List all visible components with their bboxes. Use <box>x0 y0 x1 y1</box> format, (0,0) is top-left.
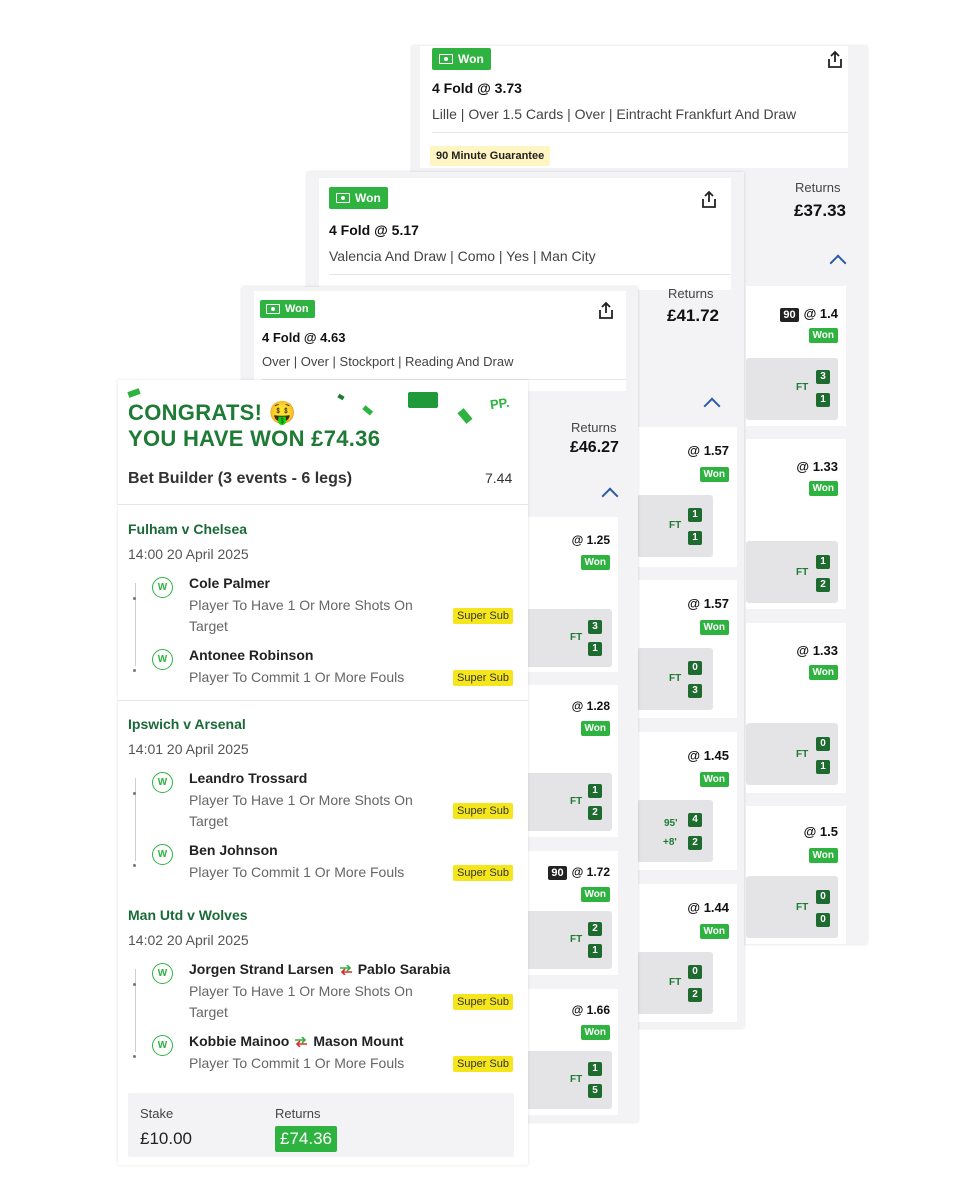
total-odds: 7.44 <box>485 470 513 486</box>
home-score: 0 <box>688 965 702 979</box>
away-score: 5 <box>588 1084 602 1098</box>
cash-icon <box>439 54 453 64</box>
stake-value: £10.00 <box>140 1129 192 1148</box>
added-time-label: +8' <box>663 837 677 848</box>
returns-label: Returns <box>571 420 617 435</box>
leg-won-badge: Won <box>581 721 610 736</box>
won-result-icon: W <box>152 577 173 598</box>
stake-label: Stake <box>140 1106 174 1121</box>
ft-label: FT <box>796 382 809 393</box>
player-substitution <box>189 961 450 977</box>
leg-won-badge: Won <box>581 887 610 902</box>
event-time: 14:02 20 April 2025 <box>128 932 249 948</box>
won-result-icon: W <box>152 1035 173 1056</box>
leg-odds: @ 1.28 <box>571 699 610 713</box>
won-label: Won <box>458 52 484 66</box>
home-score: 0 <box>816 737 830 751</box>
bet-title: 4 Fold @ 5.17 <box>329 222 419 238</box>
ft-label: FT <box>570 1074 583 1085</box>
market-name: Player To Have 1 Or More Shots On Target <box>189 792 413 829</box>
away-score: 1 <box>688 531 702 545</box>
bet-legs-summary: Lille | Over 1.5 Cards | Over | Eintracht Frankfurt And Draw <box>432 106 797 122</box>
stoppage-time-label: 95' <box>664 818 678 829</box>
score-box <box>746 876 838 938</box>
event-time: 14:00 20 April 2025 <box>128 546 249 562</box>
leg-won-badge: Won <box>700 924 729 939</box>
substitution-icon <box>339 965 353 975</box>
leg-odds: @ 1.45 <box>687 748 729 763</box>
leg-tile <box>522 517 618 672</box>
score-box <box>637 952 713 1014</box>
leg-odds: @ 1.66 <box>571 1003 610 1017</box>
player-substitution <box>189 1033 404 1049</box>
away-score: 3 <box>688 684 702 698</box>
bet-legs-summary: Over | Over | Stockport | Reading And Draw <box>262 354 514 369</box>
super-sub-badge: Super Sub <box>453 608 513 624</box>
returns-value: £37.33 <box>794 201 846 220</box>
event-title[interactable]: Ipswich v Arsenal <box>128 716 246 732</box>
leg-won-badge: Won <box>700 772 729 787</box>
home-score: 1 <box>816 555 830 569</box>
away-score: 2 <box>688 988 702 1002</box>
leg-tile <box>637 427 737 567</box>
event-title[interactable]: Man Utd v Wolves <box>128 907 248 923</box>
ft-label: FT <box>796 902 809 913</box>
ft-label: FT <box>570 796 583 807</box>
leg-odds: @ 1.44 <box>687 900 729 915</box>
market-name: Player To Commit 1 Or More Fouls <box>189 864 405 880</box>
substitution-icon <box>294 1037 308 1047</box>
returns-value: £41.72 <box>667 306 719 325</box>
leg-tile <box>746 806 846 944</box>
market-name: Player To Have 1 Or More Shots On Target <box>189 597 413 634</box>
chevron-up-icon[interactable] <box>602 488 619 505</box>
returns-label: Returns <box>795 180 841 195</box>
share-icon[interactable] <box>596 301 616 321</box>
leg-odds: @ 1.33 <box>796 643 838 658</box>
ft-label: FT <box>796 749 809 760</box>
leg-odds: @ 1.4 <box>803 306 838 321</box>
leg-odds-row <box>548 865 610 880</box>
share-icon[interactable] <box>825 50 845 70</box>
cash-icon <box>336 193 350 203</box>
leg-odds: @ 1.5 <box>803 824 838 839</box>
score-box <box>746 358 838 420</box>
player-name: Ben Johnson <box>189 842 278 858</box>
share-icon[interactable] <box>699 190 719 210</box>
super-sub-badge: Super Sub <box>453 1056 513 1072</box>
bet-builder-card <box>118 380 528 1165</box>
leg-won-badge: Won <box>700 620 729 635</box>
leg-tile <box>637 580 737 718</box>
ft-label: FT <box>570 632 583 643</box>
super-sub-badge: Super Sub <box>453 994 513 1010</box>
market-name: Player To Have 1 Or More Shots On Target <box>189 983 413 1020</box>
won-badge <box>329 187 388 209</box>
market-name: Player To Commit 1 Or More Fouls <box>189 669 405 685</box>
score-box <box>637 648 713 710</box>
ft-label: FT <box>570 934 583 945</box>
returns-label: Returns <box>275 1106 321 1121</box>
returns-value: £74.36 <box>275 1126 337 1152</box>
returns-value: £46.27 <box>570 439 619 456</box>
player-name: Cole Palmer <box>189 575 270 591</box>
guarantee-badge: 90 Minute Guarantee <box>430 146 550 166</box>
score-box <box>746 723 838 785</box>
won-result-icon: W <box>152 772 173 793</box>
player-name: Leandro Trossard <box>189 770 308 786</box>
leg-won-badge: Won <box>809 665 838 680</box>
bet-type: Bet Builder (3 events - 6 legs) <box>128 470 353 487</box>
away-score: 1 <box>588 642 602 656</box>
leg-tile <box>746 439 846 609</box>
won-result-icon: W <box>152 649 173 670</box>
congrats-line-2: YOU HAVE WON £74.36 <box>128 426 381 451</box>
leg-tile <box>522 685 618 837</box>
sub-player-name: Mason Mount <box>313 1033 404 1049</box>
event-time: 14:01 20 April 2025 <box>128 741 249 757</box>
leg-won-badge: Won <box>809 848 838 863</box>
home-score: 1 <box>688 508 702 522</box>
pp-logo: PP. <box>489 394 511 413</box>
ninety-badge: 90 <box>548 866 566 880</box>
leg-odds: @ 1.57 <box>687 443 729 458</box>
home-score: 2 <box>588 922 602 936</box>
home-score: 0 <box>816 890 830 904</box>
leg-odds: @ 1.25 <box>571 533 610 547</box>
away-score: 1 <box>588 944 602 958</box>
won-result-icon: W <box>152 963 173 984</box>
leg-won-badge: Won <box>581 1025 610 1040</box>
player-name: Jorgen Strand Larsen <box>189 961 334 977</box>
ft-label: FT <box>669 673 682 684</box>
super-sub-badge: Super Sub <box>453 670 513 686</box>
leg-tile <box>746 623 846 793</box>
chevron-up-icon[interactable] <box>830 255 847 272</box>
event-title[interactable]: Fulham v Chelsea <box>128 521 248 537</box>
leg-won-badge: Won <box>809 328 838 343</box>
super-sub-badge: Super Sub <box>453 865 513 881</box>
score-box <box>522 911 612 969</box>
won-result-icon: W <box>152 844 173 865</box>
home-score: 1 <box>588 1062 602 1076</box>
stake-returns-panel <box>128 1093 514 1157</box>
home-score: 1 <box>588 784 602 798</box>
away-score: 1 <box>816 393 830 407</box>
leg-odds: @ 1.72 <box>571 865 610 879</box>
leg-tile <box>522 989 618 1115</box>
leg-won-badge: Won <box>700 467 729 482</box>
score-box <box>746 541 838 603</box>
ninety-badge: 90 <box>780 308 798 322</box>
bet-legs-summary: Valencia And Draw | Como | Yes | Man City <box>329 248 596 264</box>
ft-label: FT <box>669 977 682 988</box>
home-score: 3 <box>816 370 830 384</box>
won-badge <box>260 300 315 318</box>
won-badge <box>432 48 491 70</box>
ft-label: FT <box>796 567 809 578</box>
away-score: 0 <box>816 913 830 927</box>
leg-tile <box>522 851 618 975</box>
leg-won-badge: Won <box>809 481 838 496</box>
won-label: Won <box>285 303 309 315</box>
bet-title: 4 Fold @ 3.73 <box>432 80 522 96</box>
bet-title: 4 Fold @ 4.63 <box>262 330 346 345</box>
market-name: Player To Commit 1 Or More Fouls <box>189 1055 405 1071</box>
leg-tile <box>746 286 846 426</box>
away-score: 2 <box>588 806 602 820</box>
won-label: Won <box>355 191 381 205</box>
score-box <box>637 495 713 557</box>
chevron-up-icon[interactable] <box>704 398 721 415</box>
away-score: 2 <box>688 836 702 850</box>
bet-card-header <box>254 291 626 391</box>
home-score: 0 <box>688 661 702 675</box>
player-name: Kobbie Mainoo <box>189 1033 290 1049</box>
congrats-line-1: CONGRATS! 🤑 <box>128 400 297 425</box>
leg-won-badge: Won <box>581 555 610 570</box>
leg-tile <box>637 884 737 1022</box>
score-box <box>522 773 612 831</box>
super-sub-badge: Super Sub <box>453 803 513 819</box>
score-box <box>522 609 612 667</box>
score-box <box>522 1051 612 1109</box>
leg-tile <box>637 732 737 870</box>
home-score: 4 <box>688 813 702 827</box>
leg-odds: @ 1.57 <box>687 596 729 611</box>
away-score: 2 <box>816 578 830 592</box>
ft-label: FT <box>669 520 682 531</box>
score-box <box>637 800 713 862</box>
bet-card-header <box>319 178 731 290</box>
leg-odds: @ 1.33 <box>796 459 838 474</box>
player-name: Antonee Robinson <box>189 647 314 663</box>
home-score: 3 <box>588 620 602 634</box>
cash-icon <box>266 304 280 314</box>
sub-player-name: Pablo Sarabia <box>357 961 451 977</box>
away-score: 1 <box>816 760 830 774</box>
returns-label: Returns <box>668 286 714 301</box>
